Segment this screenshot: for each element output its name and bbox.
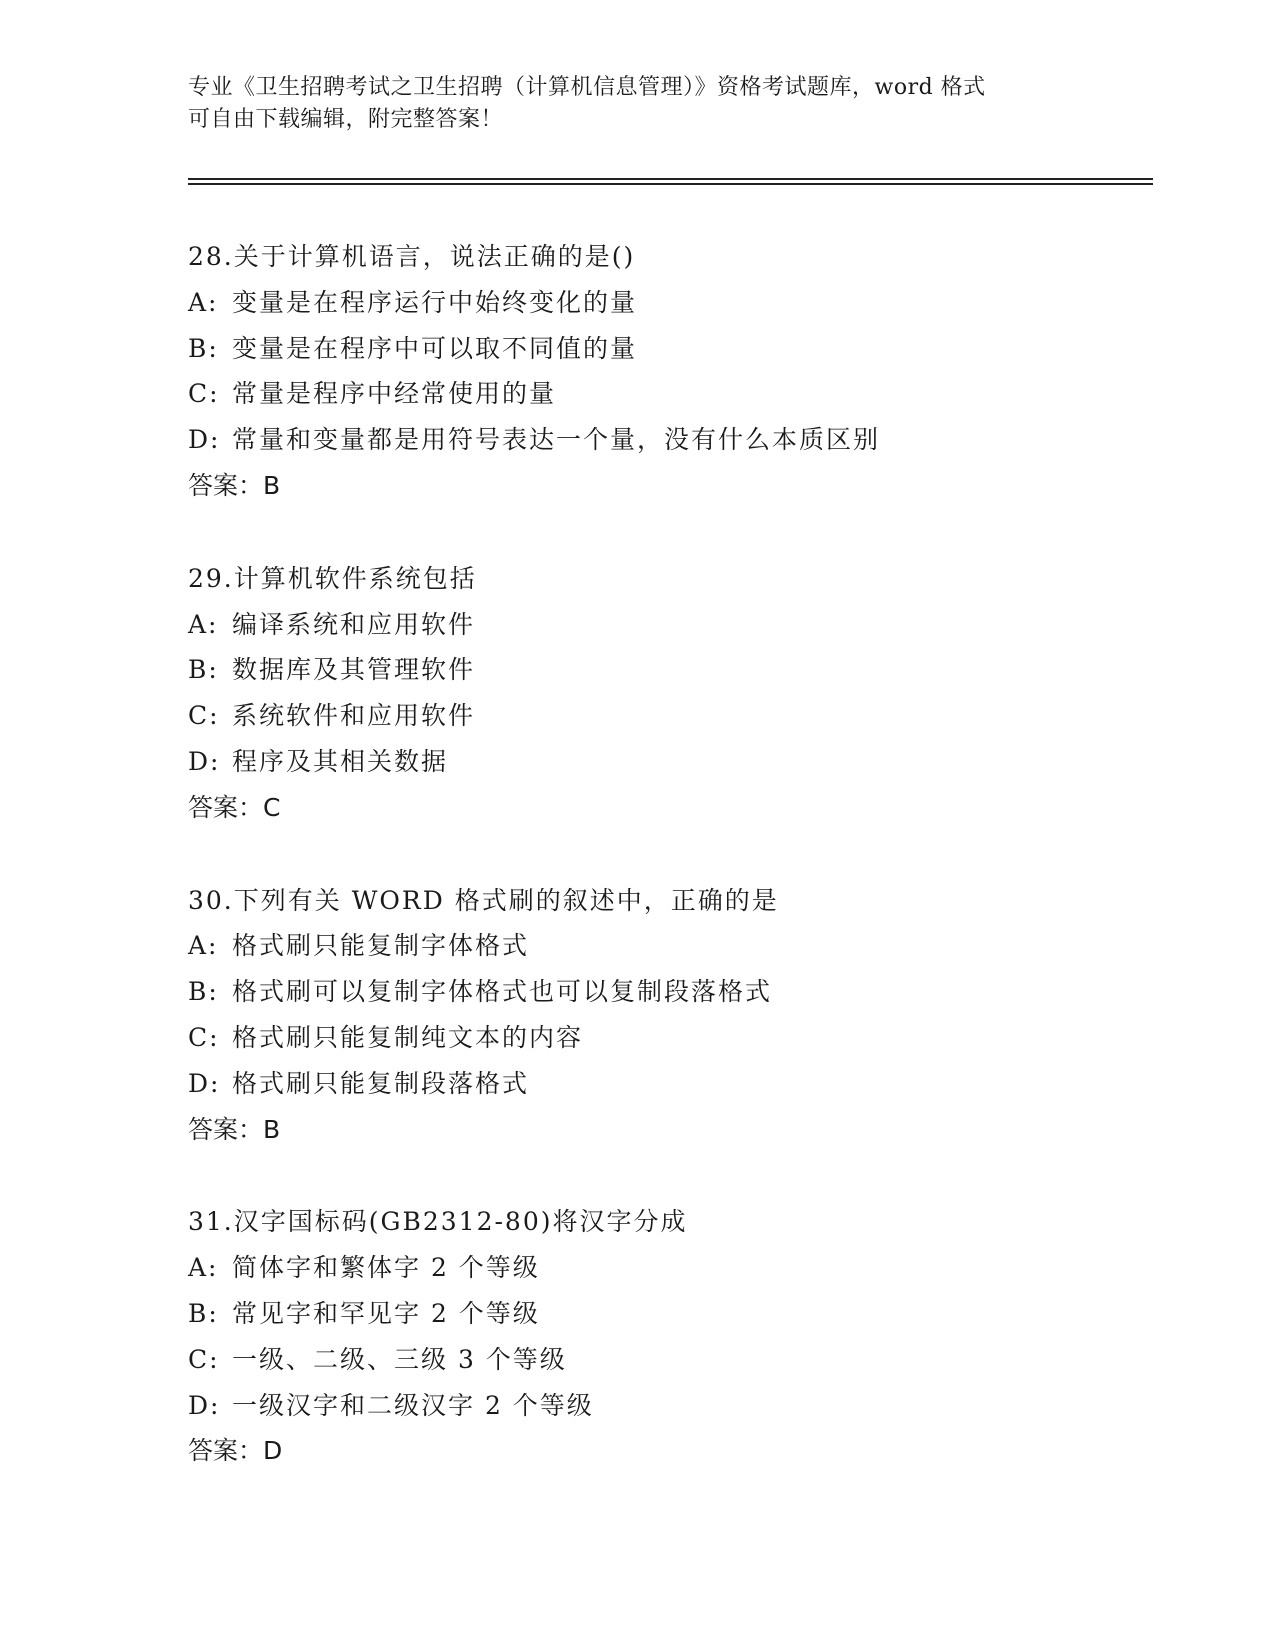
- option-text: 简体字和繁体字 2 个等级: [232, 1253, 540, 1283]
- question-item: [188, 234, 1168, 509]
- option-d: [188, 1383, 1168, 1429]
- option-a: [188, 602, 1168, 648]
- answer: 答案：D: [188, 1436, 283, 1466]
- option-c: [188, 1337, 1168, 1383]
- option-label: C:: [188, 1022, 220, 1052]
- option-a: [188, 1245, 1168, 1291]
- option-text: 变量是在程序中可以取不同值的量: [232, 333, 638, 363]
- option-text: 格式刷可以复制字体格式也可以复制段落格式: [232, 977, 773, 1007]
- option-text: 常量和变量都是用符号表达一个量，没有什么本质区别: [232, 425, 881, 455]
- question-title: 28.关于计算机语言，说法正确的是(): [188, 242, 636, 271]
- option-label: D:: [188, 746, 221, 776]
- option-b: [188, 1291, 1168, 1337]
- option-label: D:: [188, 1390, 221, 1420]
- option-c: [188, 1015, 1168, 1061]
- option-text: 格式刷只能复制纯文本的内容: [232, 1022, 584, 1052]
- header-divider-bottom: [188, 183, 1153, 185]
- question-list: [188, 234, 1168, 1521]
- header-line-1: 专业《卫生招聘考试之卫生招聘（计算机信息管理）》资格考试题库，word 格式: [188, 75, 986, 100]
- header-divider-top: [188, 178, 1153, 180]
- option-text: 常见字和罕见字 2 个等级: [232, 1298, 540, 1328]
- option-b: [188, 969, 1168, 1015]
- option-text: 一级、二级、三级 3 个等级: [232, 1344, 567, 1374]
- option-text: 系统软件和应用软件: [232, 701, 476, 731]
- option-label: A:: [188, 931, 219, 961]
- question-title: 30.下列有关 WORD 格式刷的叙述中，正确的是: [188, 885, 779, 915]
- option-c: [188, 693, 1168, 739]
- question-item: [188, 1199, 1168, 1474]
- question-title: 31.汉字国标码(GB2312-80)将汉字分成: [188, 1207, 688, 1237]
- option-a: [188, 280, 1168, 326]
- option-b: [188, 326, 1168, 372]
- document-header: [188, 72, 1068, 136]
- option-b: [188, 647, 1168, 693]
- option-label: D:: [188, 425, 221, 455]
- option-text: 编译系统和应用软件: [232, 609, 476, 639]
- option-text: 数据库及其管理软件: [232, 655, 476, 685]
- option-d: [188, 417, 1168, 463]
- option-label: C:: [188, 701, 220, 731]
- answer: 答案：C: [188, 792, 281, 822]
- option-label: C:: [188, 379, 220, 409]
- option-text: 格式刷只能复制字体格式: [232, 931, 530, 961]
- option-label: B:: [188, 333, 219, 363]
- option-label: B:: [188, 1298, 219, 1328]
- question-item: [188, 878, 1168, 1153]
- question-title: 29.计算机软件系统包括: [188, 563, 477, 593]
- option-text: 变量是在程序运行中始终变化的量: [232, 287, 638, 317]
- option-label: C:: [188, 1344, 220, 1374]
- answer: 答案：B: [188, 1114, 281, 1144]
- option-d: [188, 739, 1168, 785]
- option-text: 程序及其相关数据: [232, 746, 449, 776]
- answer: 答案：B: [188, 470, 281, 500]
- header-line-2: 可自由下载编辑，附完整答案！: [188, 107, 504, 132]
- option-label: A:: [188, 1253, 219, 1283]
- option-c: [188, 371, 1168, 417]
- option-text: 常量是程序中经常使用的量: [232, 379, 557, 409]
- option-label: A:: [188, 287, 219, 317]
- option-label: D:: [188, 1068, 221, 1098]
- question-item: [188, 556, 1168, 831]
- option-label: A:: [188, 609, 219, 639]
- option-a: [188, 923, 1168, 969]
- option-text: 格式刷只能复制段落格式: [232, 1068, 530, 1098]
- option-label: B:: [188, 655, 219, 685]
- option-text: 一级汉字和二级汉字 2 个等级: [232, 1390, 594, 1420]
- option-label: B:: [188, 977, 219, 1007]
- option-d: [188, 1061, 1168, 1107]
